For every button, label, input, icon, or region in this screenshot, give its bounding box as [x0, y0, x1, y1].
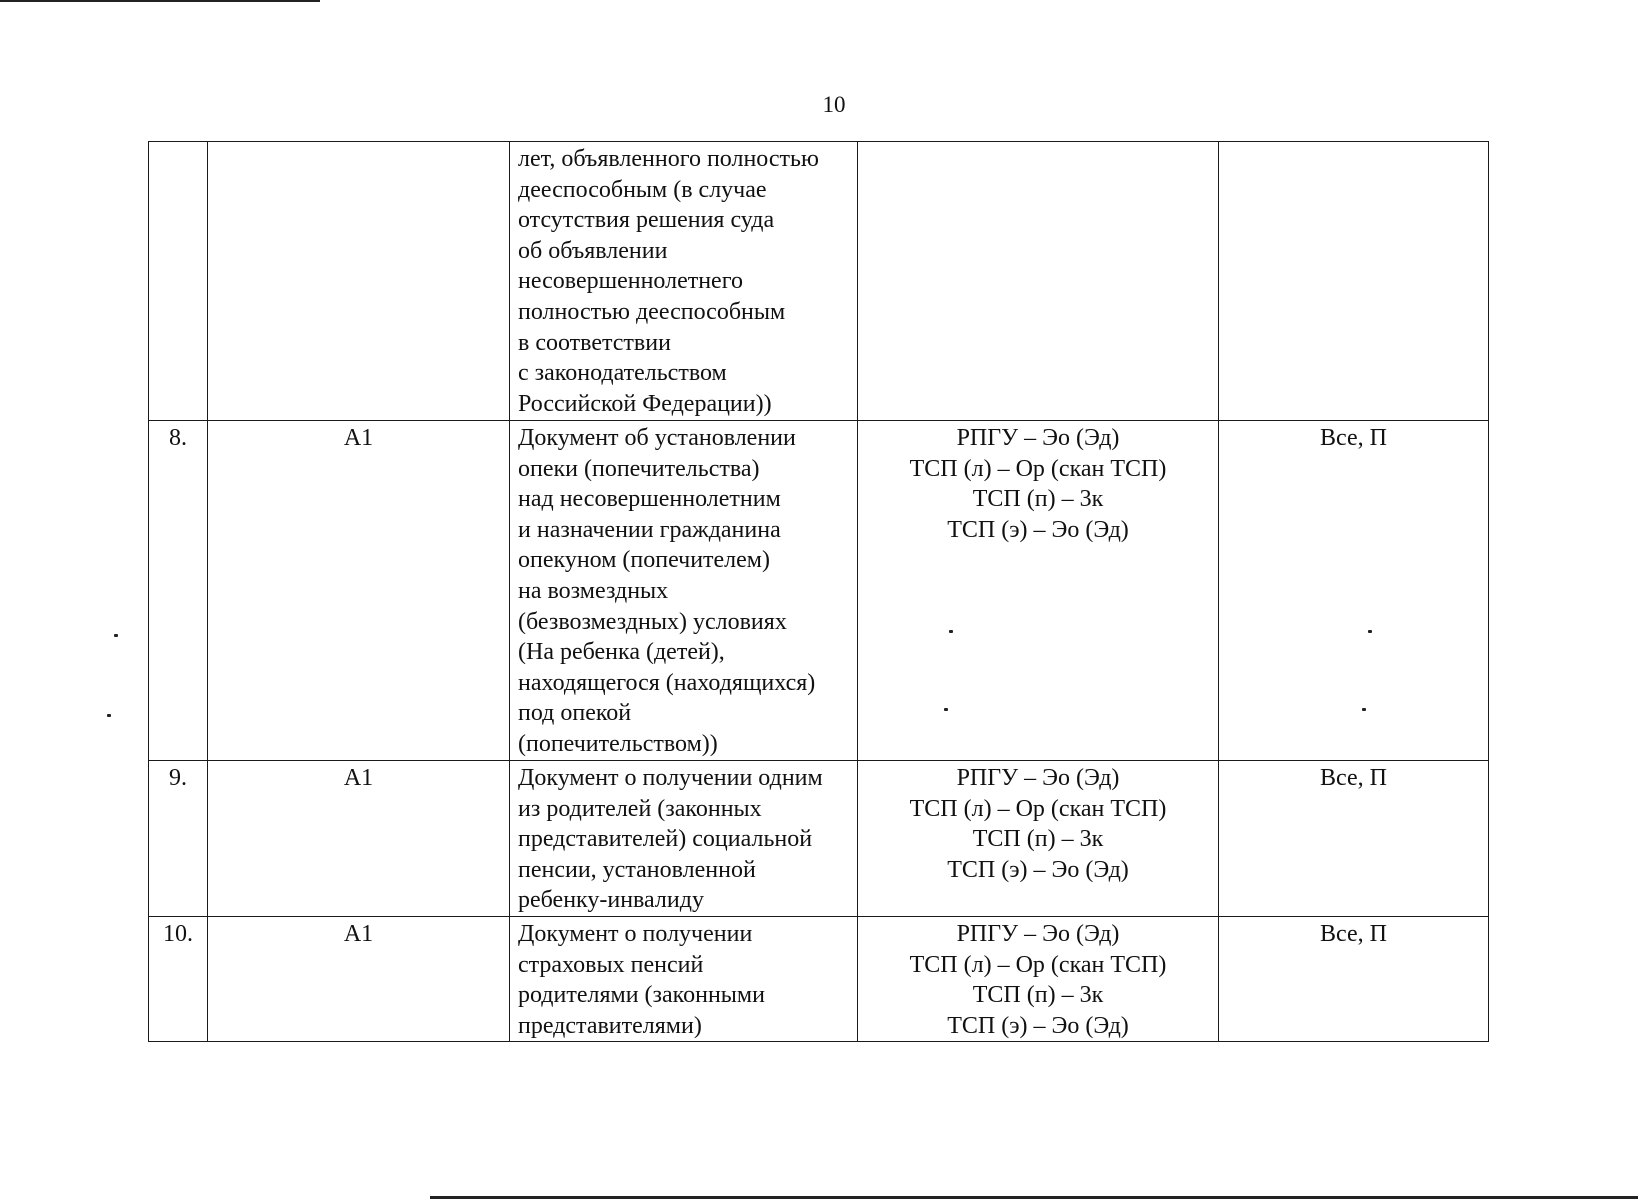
submission-methods: [858, 142, 1219, 421]
applicant-category: Все, П: [1219, 761, 1489, 917]
row-code: А1: [208, 421, 510, 761]
submission-methods: РПГУ – Эо (Эд) ТСП (л) – Ор (скан ТСП) ТСП (п) – 3к ТСП (э) – Эо (Эд): [858, 916, 1219, 1041]
document-description: Документ о получении одним из родителей (законных представителей) социальной пенсии, установленной ребенку-инвалиду: [510, 761, 858, 917]
documents-table: [148, 141, 1489, 1042]
submission-methods: РПГУ – Эо (Эд) ТСП (л) – Ор (скан ТСП) ТСП (п) – 3к ТСП (э) – Эо (Эд): [858, 761, 1219, 917]
row-code: А1: [208, 761, 510, 917]
row-number: 8.: [149, 421, 208, 761]
document-description: лет, объявленного полностью дееспособным (в случае отсутствия решения суда об объявлении несовершеннолетнего полностью дееспособным в соответствии с законодательством Российской Федерации)): [510, 142, 858, 421]
row-number: 9.: [149, 761, 208, 917]
row-code: [208, 142, 510, 421]
scan-edge-bottom: [430, 1196, 1638, 1199]
applicant-category: [1219, 142, 1489, 421]
applicant-category: Все, П: [1219, 421, 1489, 761]
table-row: [149, 916, 1489, 1041]
page-number: 10: [822, 92, 846, 117]
row-code: А1: [208, 916, 510, 1041]
document-description: Документ об установлении опеки (попечительства) над несовершеннолетним и назначении гражданина опекуном (попечителем) на возмездных (безвозмездных) условиях (На ребенка (детей), находящегося (находящихся) под опекой (попечительством)): [510, 421, 858, 761]
row-number: [149, 142, 208, 421]
submission-methods: РПГУ – Эо (Эд) ТСП (л) – Ор (скан ТСП) ТСП (п) – 3к ТСП (э) – Эо (Эд): [858, 421, 1219, 761]
scan-speck: [949, 630, 953, 633]
scan-speck: [1362, 708, 1366, 711]
scan-edge-top: [0, 0, 320, 2]
table-row: [149, 142, 1489, 421]
scan-speck: [107, 714, 111, 717]
table-row: [149, 421, 1489, 761]
scan-speck: [1368, 630, 1372, 633]
document-description: Документ о получении страховых пенсий родителями (законными представителями): [510, 916, 858, 1041]
applicant-category: Все, П: [1219, 916, 1489, 1041]
scan-speck: [944, 708, 948, 711]
scan-speck: [114, 634, 118, 637]
row-number: 10.: [149, 916, 208, 1041]
table-row: [149, 761, 1489, 917]
